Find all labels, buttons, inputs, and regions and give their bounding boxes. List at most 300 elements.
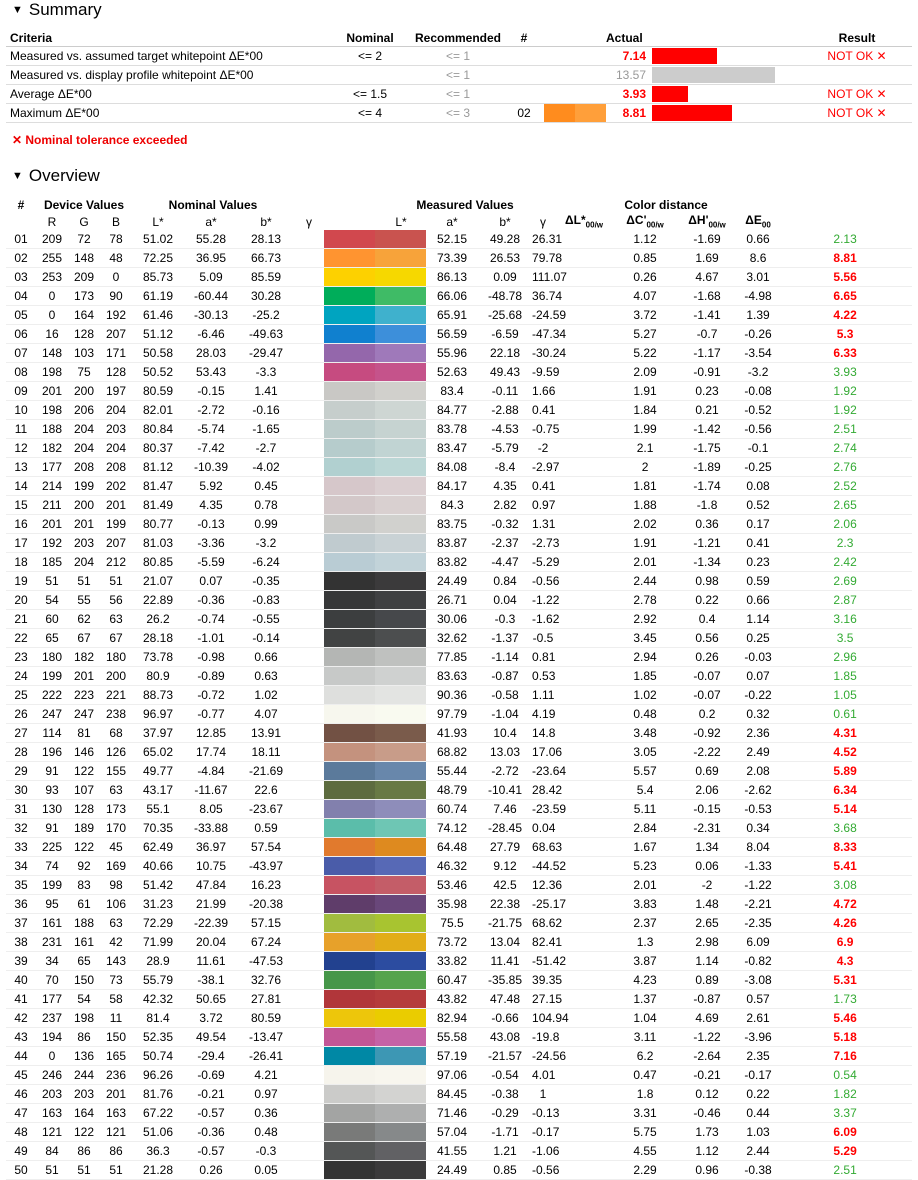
color-swatch	[324, 800, 426, 818]
table-row	[6, 914, 912, 933]
cell-mb: 36.74	[532, 287, 554, 306]
cell-ma: 13.04	[478, 933, 532, 952]
color-swatch	[324, 1104, 426, 1122]
cell-nb: -0.16	[238, 401, 294, 420]
cell-nominal-gamma	[294, 382, 324, 401]
cell-nominal-gamma	[294, 933, 324, 952]
swatch-half	[544, 104, 575, 122]
cell-nl: 81.12	[132, 458, 184, 477]
cell-n: 09	[6, 382, 36, 401]
cell-dl: 0.48	[614, 705, 676, 724]
cell-ml: 84.08	[426, 458, 478, 477]
color-swatch-cell	[324, 230, 426, 249]
header-hash: #	[17, 197, 25, 212]
cell-na: -0.57	[184, 1104, 238, 1123]
cell-dc: 1.73	[676, 1123, 738, 1142]
cell-g: 223	[68, 686, 100, 705]
cell-r: 255	[36, 249, 68, 268]
cell-ma: 4.35	[478, 477, 532, 496]
overview-heading[interactable]	[12, 166, 100, 186]
cell-nb: 0.66	[238, 648, 294, 667]
swatch-half	[375, 553, 426, 571]
cell-dc: -1.21	[676, 534, 738, 553]
cell-dc: -1.69	[676, 230, 738, 249]
cell-dl: 1.12	[614, 230, 676, 249]
color-swatch	[324, 762, 426, 780]
table-row	[6, 1009, 912, 1028]
cell-dl: 0.85	[614, 249, 676, 268]
cell-nominal-gamma	[294, 819, 324, 838]
cell-r: 121	[36, 1123, 68, 1142]
cell-dc: 1.48	[676, 895, 738, 914]
cell-ml: 84.17	[426, 477, 478, 496]
cell-de: 2.42	[778, 553, 912, 572]
cell-nl: 21.07	[132, 572, 184, 591]
cell-ma: -48.78	[478, 287, 532, 306]
cell-g: 54	[68, 990, 100, 1009]
cell-nl: 80.37	[132, 439, 184, 458]
color-swatch-cell	[324, 1028, 426, 1047]
cell-ma: 10.4	[478, 724, 532, 743]
cell-mb: -0.75	[532, 420, 554, 439]
color-swatch	[324, 648, 426, 666]
cell-nb: -29.47	[238, 344, 294, 363]
color-swatch-cell	[324, 990, 426, 1009]
cell-measured-gamma	[554, 838, 614, 857]
table-row	[6, 819, 912, 838]
cell-b: 201	[100, 496, 132, 515]
summary-row	[6, 66, 912, 85]
cell-dh: 2.36	[738, 724, 778, 743]
cell-ml: 84.77	[426, 401, 478, 420]
color-swatch-cell	[324, 325, 426, 344]
cell-ma: 13.03	[478, 743, 532, 762]
color-swatch	[324, 876, 426, 894]
cell-r: 201	[36, 382, 68, 401]
table-row	[6, 743, 912, 762]
cell-g: 244	[68, 1066, 100, 1085]
cell-dh: 2.44	[738, 1142, 778, 1161]
cell-ma: -1.71	[478, 1123, 532, 1142]
swatch-half	[375, 534, 426, 552]
swatch-half	[324, 496, 375, 514]
cell-b: 207	[100, 325, 132, 344]
color-swatch	[324, 363, 426, 381]
swatch-half	[375, 762, 426, 780]
swatch-half	[324, 363, 375, 381]
cell-de: 8.81	[778, 249, 912, 268]
swatch-half	[324, 895, 375, 913]
cell-measured-gamma	[554, 971, 614, 990]
swatch-half	[324, 971, 375, 989]
cell-de: 4.3	[778, 952, 912, 971]
cell-b: 78	[100, 230, 132, 249]
cell-g: 62	[68, 610, 100, 629]
cell-n: 16	[6, 515, 36, 534]
cell-b: 48	[100, 249, 132, 268]
color-swatch	[324, 458, 426, 476]
cell-measured-gamma	[554, 534, 614, 553]
cell-nominal-gamma	[294, 648, 324, 667]
header-recommended: Recommended	[412, 30, 504, 47]
cell-dl: 1.3	[614, 933, 676, 952]
cell-r: 70	[36, 971, 68, 990]
cell-measured-gamma	[554, 686, 614, 705]
header-measured-l: L*	[395, 214, 407, 229]
cell-r: 246	[36, 1066, 68, 1085]
cell-b: 238	[100, 705, 132, 724]
cell-nb: -3.3	[238, 363, 294, 382]
cell-g: 161	[68, 933, 100, 952]
cell-n: 04	[6, 287, 36, 306]
cell-mb: -1.62	[532, 610, 554, 629]
cell-r: 211	[36, 496, 68, 515]
cell-mb: -1.06	[532, 1142, 554, 1161]
cell-ma: 2.82	[478, 496, 532, 515]
cell-na: 5.09	[184, 268, 238, 287]
summary-row	[6, 104, 912, 123]
cell-ma: -0.3	[478, 610, 532, 629]
color-swatch-cell	[324, 952, 426, 971]
header-nominal-a: a*	[205, 214, 217, 229]
cell-dc: 0.2	[676, 705, 738, 724]
color-swatch-cell	[324, 686, 426, 705]
cell-na: -6.46	[184, 325, 238, 344]
cell-b: 42	[100, 933, 132, 952]
cell-b: 86	[100, 1142, 132, 1161]
cell-g: 122	[68, 762, 100, 781]
swatch-half	[375, 496, 426, 514]
cell-dh: 0.23	[738, 553, 778, 572]
cell-na: -22.39	[184, 914, 238, 933]
swatch-half	[375, 1066, 426, 1084]
cell-r: 253	[36, 268, 68, 287]
table-row	[6, 515, 912, 534]
table-row	[6, 876, 912, 895]
cell-mb: 4.19	[532, 705, 554, 724]
cell-n: 37	[6, 914, 36, 933]
cell-g: 203	[68, 534, 100, 553]
swatch-half	[324, 1009, 375, 1027]
cell-mb: -0.5	[532, 629, 554, 648]
table-row	[6, 857, 912, 876]
cell-ma: -8.4	[478, 458, 532, 477]
header-delta-l-sub: 00/w	[585, 220, 604, 230]
cell-dh: -0.26	[738, 325, 778, 344]
swatch-half	[324, 382, 375, 400]
cell-nl: 50.52	[132, 363, 184, 382]
cell-nominal-gamma	[294, 971, 324, 990]
cell-na: -0.98	[184, 648, 238, 667]
cell-na: -10.39	[184, 458, 238, 477]
cell-b: 67	[100, 629, 132, 648]
cell-measured-gamma	[554, 1104, 614, 1123]
summary-swatch	[544, 104, 606, 123]
cell-nominal-gamma	[294, 895, 324, 914]
summary-number	[504, 47, 544, 66]
cell-mb: 0.81	[532, 648, 554, 667]
cell-b: 200	[100, 667, 132, 686]
swatch-half	[324, 933, 375, 951]
cell-nb: 0.99	[238, 515, 294, 534]
color-swatch	[324, 781, 426, 799]
cell-r: 60	[36, 610, 68, 629]
summary-heading[interactable]	[12, 0, 102, 20]
swatch-half	[375, 1047, 426, 1065]
cell-nl: 21.28	[132, 1161, 184, 1180]
cell-nominal-gamma	[294, 496, 324, 515]
cell-ma: 47.48	[478, 990, 532, 1009]
summary-bar-track	[652, 85, 802, 103]
cell-n: 17	[6, 534, 36, 553]
cell-de: 6.34	[778, 781, 912, 800]
cell-g: 83	[68, 876, 100, 895]
swatch-half	[375, 420, 426, 438]
cell-ma: 1.21	[478, 1142, 532, 1161]
summary-actual: 8.81	[606, 104, 652, 123]
swatch-half	[324, 629, 375, 647]
swatch-half	[375, 952, 426, 970]
cell-ml: 24.49	[426, 1161, 478, 1180]
cell-nominal-gamma	[294, 306, 324, 325]
table-row	[6, 610, 912, 629]
cell-dl: 1.8	[614, 1085, 676, 1104]
cell-dc: 0.98	[676, 572, 738, 591]
cell-n: 31	[6, 800, 36, 819]
table-row	[6, 1047, 912, 1066]
swatch-half	[375, 705, 426, 723]
table-row	[6, 1161, 912, 1180]
cell-mb: -0.17	[532, 1123, 554, 1142]
summary-header-row	[6, 30, 912, 47]
cell-nb: 66.73	[238, 249, 294, 268]
cell-de: 7.16	[778, 1047, 912, 1066]
cell-ml: 68.82	[426, 743, 478, 762]
cell-de: 0.61	[778, 705, 912, 724]
cell-dc: -2.31	[676, 819, 738, 838]
swatch-half	[375, 382, 426, 400]
cell-mb: 1.31	[532, 515, 554, 534]
cell-nominal-gamma	[294, 420, 324, 439]
color-swatch	[324, 895, 426, 913]
cell-dh: 0.17	[738, 515, 778, 534]
cell-n: 11	[6, 420, 36, 439]
swatch-half	[324, 648, 375, 666]
color-swatch-cell	[324, 553, 426, 572]
cell-nominal-gamma	[294, 914, 324, 933]
cell-nb: 0.05	[238, 1161, 294, 1180]
cell-mb: -0.56	[532, 572, 554, 591]
cell-na: 50.65	[184, 990, 238, 1009]
cell-b: 143	[100, 952, 132, 971]
cell-measured-gamma	[554, 1085, 614, 1104]
summary-nominal	[328, 66, 412, 85]
cell-nominal-gamma	[294, 515, 324, 534]
cell-dc: 2.65	[676, 914, 738, 933]
cell-nl: 62.49	[132, 838, 184, 857]
cell-n: 45	[6, 1066, 36, 1085]
cell-g: 209	[68, 268, 100, 287]
cell-ma: 7.46	[478, 800, 532, 819]
cell-nl: 72.29	[132, 914, 184, 933]
cell-n: 02	[6, 249, 36, 268]
header-measured-b: b*	[499, 214, 511, 229]
cell-n: 40	[6, 971, 36, 990]
cell-dl: 3.45	[614, 629, 676, 648]
collapse-triangle-icon[interactable]: ▼	[12, 170, 23, 182]
cell-r: 188	[36, 420, 68, 439]
cell-dl: 5.11	[614, 800, 676, 819]
color-swatch-cell	[324, 800, 426, 819]
swatch-half	[324, 686, 375, 704]
cell-nominal-gamma	[294, 572, 324, 591]
cell-nl: 80.85	[132, 553, 184, 572]
cell-r: 163	[36, 1104, 68, 1123]
cell-de: 4.31	[778, 724, 912, 743]
cell-mb: -51.42	[532, 952, 554, 971]
cell-mb: -2	[532, 439, 554, 458]
cell-nl: 51.02	[132, 230, 184, 249]
cell-ml: 83.87	[426, 534, 478, 553]
cell-de: 3.37	[778, 1104, 912, 1123]
cell-nl: 61.19	[132, 287, 184, 306]
cell-ma: 0.84	[478, 572, 532, 591]
color-swatch	[324, 838, 426, 856]
cell-n: 26	[6, 705, 36, 724]
swatch-half	[375, 876, 426, 894]
color-swatch-cell	[324, 591, 426, 610]
cell-nb: -0.3	[238, 1142, 294, 1161]
cell-b: 128	[100, 363, 132, 382]
color-swatch-cell	[324, 401, 426, 420]
cell-n: 23	[6, 648, 36, 667]
cell-mb: 111.07	[532, 268, 554, 287]
cell-b: 171	[100, 344, 132, 363]
swatch-half	[375, 1009, 426, 1027]
swatch-half	[375, 1123, 426, 1141]
table-row	[6, 1123, 912, 1142]
cell-nominal-gamma	[294, 952, 324, 971]
cell-dh: -0.03	[738, 648, 778, 667]
cell-dc: -0.07	[676, 686, 738, 705]
cell-ml: 90.36	[426, 686, 478, 705]
cell-n: 18	[6, 553, 36, 572]
cell-mb: -30.24	[532, 344, 554, 363]
cell-nominal-gamma	[294, 629, 324, 648]
cell-nb: -0.55	[238, 610, 294, 629]
cell-r: 198	[36, 363, 68, 382]
cell-de: 5.56	[778, 268, 912, 287]
cell-ml: 35.98	[426, 895, 478, 914]
header-delta-h	[676, 213, 738, 230]
table-row	[6, 496, 912, 515]
header-criteria: Criteria	[6, 30, 328, 47]
cell-nl: 88.73	[132, 686, 184, 705]
cell-ml: 60.47	[426, 971, 478, 990]
swatch-half	[375, 306, 426, 324]
swatch-half	[324, 1161, 375, 1179]
cell-g: 72	[68, 230, 100, 249]
color-swatch-cell	[324, 439, 426, 458]
cell-dc: 0.12	[676, 1085, 738, 1104]
cell-measured-gamma	[554, 1142, 614, 1161]
cell-r: 34	[36, 952, 68, 971]
color-swatch-cell	[324, 705, 426, 724]
header-delta-h-label: ΔH'	[688, 213, 709, 228]
cell-nb: 30.28	[238, 287, 294, 306]
cell-ma: -5.79	[478, 439, 532, 458]
cell-dl: 3.72	[614, 306, 676, 325]
cell-de: 1.92	[778, 401, 912, 420]
cell-n: 43	[6, 1028, 36, 1047]
cell-mb: 79.78	[532, 249, 554, 268]
swatch-half	[375, 268, 426, 286]
table-row	[6, 838, 912, 857]
cell-nb: -25.2	[238, 306, 294, 325]
cell-nl: 80.84	[132, 420, 184, 439]
cell-ml: 97.06	[426, 1066, 478, 1085]
cell-na: -0.36	[184, 591, 238, 610]
cell-nl: 67.22	[132, 1104, 184, 1123]
cell-measured-gamma	[554, 648, 614, 667]
summary-bar	[652, 48, 717, 64]
cell-measured-gamma	[554, 572, 614, 591]
cell-dc: 0.56	[676, 629, 738, 648]
cell-nominal-gamma	[294, 325, 324, 344]
cell-nominal-gamma	[294, 724, 324, 743]
cell-r: 194	[36, 1028, 68, 1047]
color-swatch-cell	[324, 1161, 426, 1180]
cell-dh: -0.17	[738, 1066, 778, 1085]
cell-b: 212	[100, 553, 132, 572]
header-measured-a: a*	[446, 214, 458, 229]
header-delta-c-label: ΔC'	[626, 213, 647, 228]
cell-dc: 4.69	[676, 1009, 738, 1028]
cell-g: 204	[68, 553, 100, 572]
color-swatch	[324, 553, 426, 571]
cell-b: 208	[100, 458, 132, 477]
cell-ma: -0.58	[478, 686, 532, 705]
swatch-half	[324, 667, 375, 685]
cell-na: 36.95	[184, 249, 238, 268]
cell-n: 25	[6, 686, 36, 705]
cell-g: 86	[68, 1142, 100, 1161]
cell-dh: 0.25	[738, 629, 778, 648]
cell-nominal-gamma	[294, 458, 324, 477]
cell-ma: -0.11	[478, 382, 532, 401]
cell-ml: 55.96	[426, 344, 478, 363]
cell-dl: 2.02	[614, 515, 676, 534]
cell-b: 201	[100, 1085, 132, 1104]
cell-nb: 1.02	[238, 686, 294, 705]
cell-ma: -0.87	[478, 667, 532, 686]
collapse-triangle-icon[interactable]: ▼	[12, 4, 23, 16]
color-swatch-cell	[324, 819, 426, 838]
cell-nl: 71.99	[132, 933, 184, 952]
group-nominal-values: Nominal Values	[168, 197, 258, 212]
cell-ml: 46.32	[426, 857, 478, 876]
cell-ml: 57.19	[426, 1047, 478, 1066]
cell-na: -11.67	[184, 781, 238, 800]
cell-r: 222	[36, 686, 68, 705]
cell-nb: 57.54	[238, 838, 294, 857]
cell-na: 8.05	[184, 800, 238, 819]
cell-ml: 84.3	[426, 496, 478, 515]
cell-nb: -0.35	[238, 572, 294, 591]
swatch-half	[375, 743, 426, 761]
cell-dh: 8.6	[738, 249, 778, 268]
table-row	[6, 325, 912, 344]
